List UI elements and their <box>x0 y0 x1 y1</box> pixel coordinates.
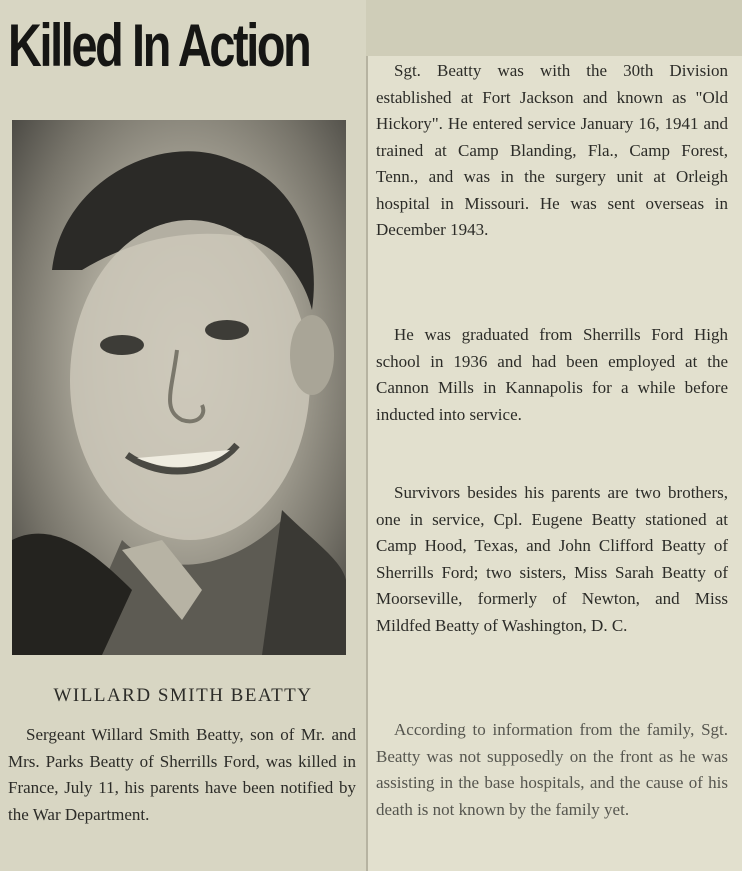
article-paragraph-4: Survivors besides his parents are two brothers, one in service, Cpl. Eugene Beatty stationed at Camp Hood, Texas, and John Clifford Beatty of Sherrills Ford; two sisters, Miss Sarah Beatty of Moorseville, formerly of Newton, and Miss Mildfed Beatty of Washington, D. C. <box>376 483 728 635</box>
article-paragraph-2: Sgt. Beatty was with the 30th Division established at Fort Jackson and known as "Old Hickory". He entered service January 16, 1941 and trained at Camp Blanding, Fla., Camp Forest, Tenn., and was in the surgery unit at Orleigh hospital in Missouri. He was sent overseas in December 1943. <box>376 61 728 239</box>
column-divider <box>366 56 368 871</box>
headline: Killed In Action <box>8 12 310 79</box>
article-paragraph-5: According to information from the family, Sgt. Beatty was not supposedly on the front as he was assisting in the base hospitals, and the cause of his death is not known by the family yet. <box>376 720 728 819</box>
photo-caption: WILLARD SMITH BEATTY <box>53 685 313 706</box>
article-paragraph-3: He was graduated from Sherrills Ford High school in 1936 and had been employed at the Cannon Mills in Kannapolis for a while before inducted into service. <box>376 325 728 424</box>
portrait-image <box>12 120 346 655</box>
article-paragraph-1: Sergeant Willard Smith Beatty, son of Mr. and Mrs. Parks Beatty of Sherrills Ford, was killed in France, July 11, his parents have been notified by the War Department. <box>8 725 356 824</box>
portrait-photo <box>12 120 346 655</box>
